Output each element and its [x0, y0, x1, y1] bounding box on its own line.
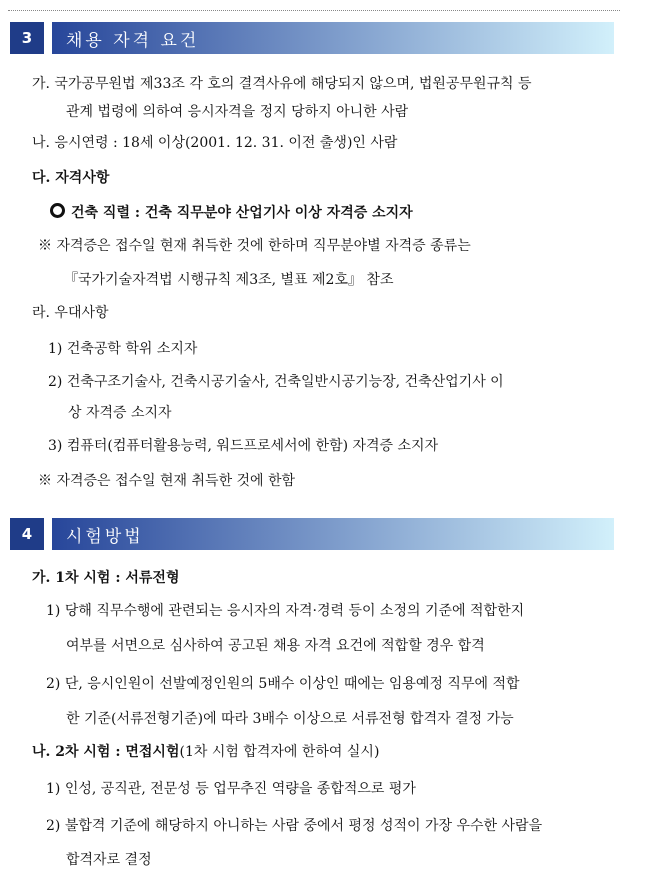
s3-ga-line2: 관계 법령에 의하여 응시자격을 정지 당하지 아니한 사람 — [66, 104, 409, 120]
top-dotted-rule — [8, 10, 620, 11]
s3-da-title: 다. 자격사항 — [32, 170, 110, 186]
s3-da-bullet — [50, 203, 413, 223]
s3-ra-item3: 3) 컴퓨터(컴퓨터활용능력, 워드프로세서에 한함) 자격증 소지자 — [48, 438, 439, 454]
s3-na-line: 나. 응시연령 : 18세 이상(2001. 12. 31. 이전 출생)인 사람 — [32, 135, 398, 151]
s4-na-item2-line1: 2) 불합격 기준에 해당하지 아니하는 사람 중에서 평정 성적이 가장 우수한 사람을 — [46, 818, 543, 834]
section-4-title: 시험방법 — [52, 518, 614, 550]
section-4-number: 4 — [10, 518, 44, 550]
s4-ga-item1-line1: 1) 당해 직무수행에 관련되는 응시자의 자격·경력 등이 소정의 기준에 적합한지 — [46, 603, 525, 619]
s4-na-title — [32, 742, 379, 762]
s4-na-title-bold: 나. 2차 시험 : 면접시험 — [32, 744, 180, 760]
section-3-number: 3 — [10, 22, 44, 54]
s4-ga-title: 가. 1차 시험 : 서류전형 — [32, 570, 180, 586]
s3-ra-title: 라. 우대사항 — [32, 305, 109, 321]
s4-na-item2-line2: 합격자로 결정 — [66, 852, 152, 868]
s4-na-item1: 1) 인성, 공직관, 전문성 등 업무추진 역량을 종합적으로 평가 — [46, 781, 416, 797]
s4-ga-item1-line2: 여부를 서면으로 심사하여 공고된 채용 자격 요건에 적합할 경우 합격 — [66, 638, 485, 654]
s3-ra-item2-line2: 상 자격증 소지자 — [68, 405, 172, 421]
section-4-header — [10, 518, 614, 550]
circle-bullet-icon — [50, 203, 65, 218]
section-3-title: 채용 자격 요건 — [52, 22, 614, 54]
s4-ga-item2-line2: 한 기준(서류전형기준)에 따라 3배수 이상으로 서류전형 합격자 결정 가능 — [66, 711, 514, 727]
s3-note1-line2: 『국가기술자격법 시행규칙 제3조, 별표 제2호』 참조 — [64, 272, 394, 288]
s3-ra-item1: 1) 건축공학 학위 소지자 — [48, 341, 198, 357]
s3-ga-line1: 가. 국가공무원법 제33조 각 호의 결격사유에 해당되지 않으며, 법원공무원규칙 등 — [32, 76, 532, 92]
s3-note1-line1: ※ 자격증은 접수일 현재 취득한 것에 한하며 직무분야별 자격증 종류는 — [38, 238, 471, 254]
s4-ga-item2-line1: 2) 단, 응시인원이 선발예정인원의 5배수 이상인 때에는 임용예정 직무에 적합 — [46, 676, 520, 692]
section-3-header — [10, 22, 614, 54]
s3-ra-item2-line1: 2) 건축구조기술사, 건축시공기술사, 건축일반시공기능장, 건축산업기사 이 — [48, 374, 504, 390]
s3-da-bullet-text: 건축 직렬 : 건축 직무분야 산업기사 이상 자격증 소지자 — [71, 205, 413, 221]
s4-na-title-rest: (1차 시험 합격자에 한하여 실시) — [179, 744, 380, 760]
s3-note2: ※ 자격증은 접수일 현재 취득한 것에 한함 — [38, 473, 296, 489]
